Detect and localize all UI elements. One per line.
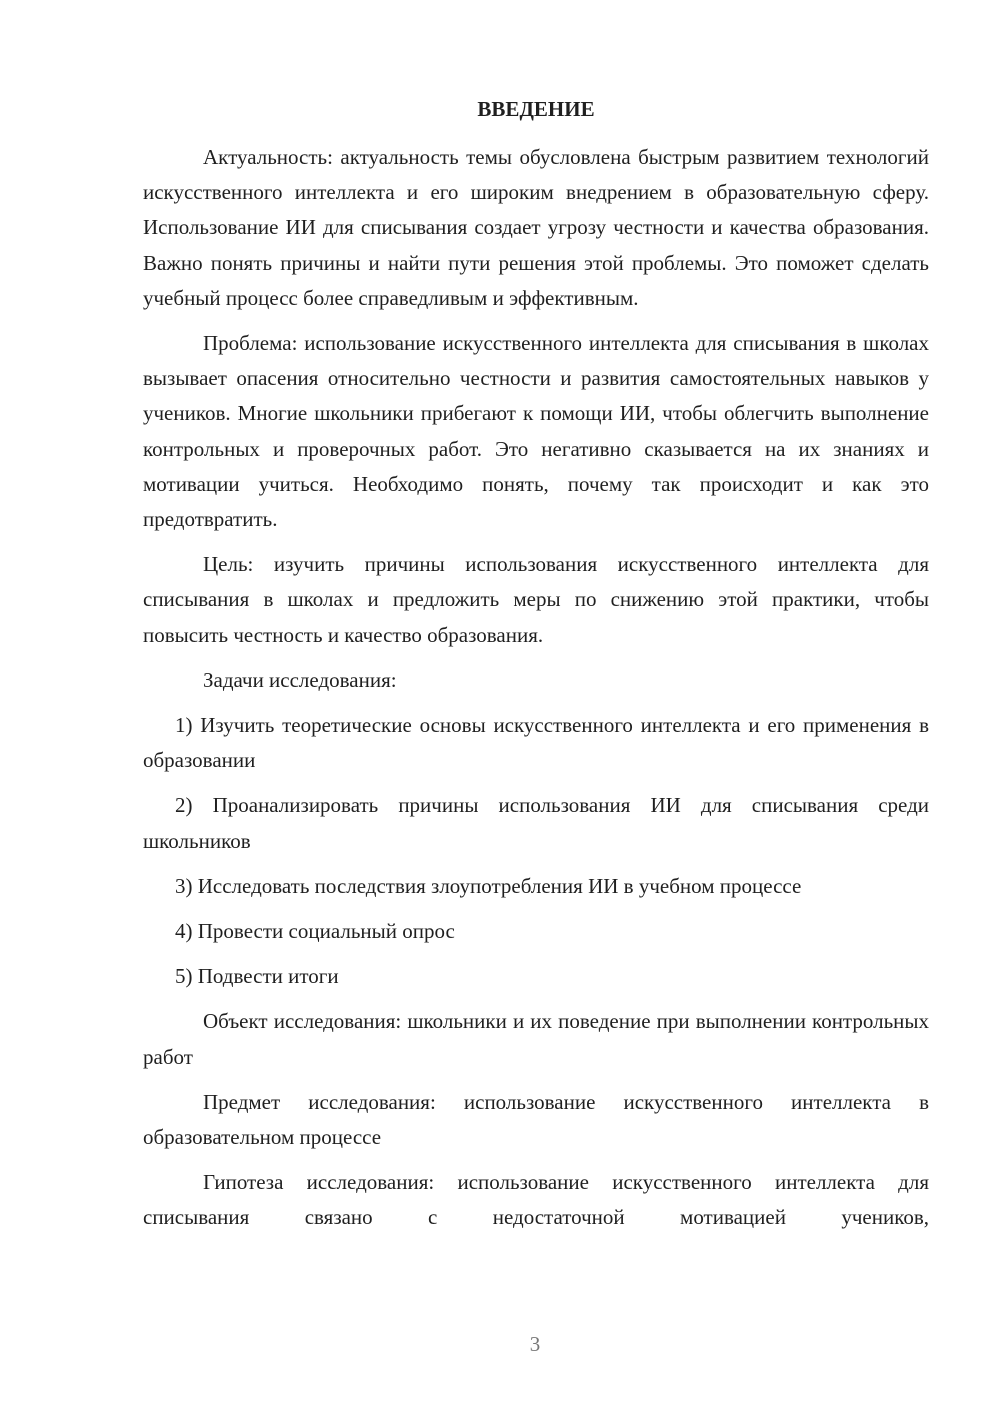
document-page xyxy=(143,92,929,1246)
tasks-heading: Задачи исследования: xyxy=(203,667,397,692)
task-item-3: 3) Исследовать последствия злоупотребления ИИ в учебном процессе xyxy=(175,873,802,898)
task-item-2: 2) Проанализировать причины использования ИИ для списывания среди школьников xyxy=(143,793,929,853)
task-item-1: 1) Изучить теоретические основы искусственного интеллекта и его применения в образовании xyxy=(143,713,929,773)
page-title: ВВЕДЕНИЕ xyxy=(477,97,595,121)
paragraph-object: Объект исследования: школьники и их поведение при выполнении контрольных работ xyxy=(143,1009,929,1069)
page-number: 3 xyxy=(529,1332,541,1356)
paragraph-problem: Проблема: использование искусственного интеллекта для списывания в школах вызывает опасения относительно честности и развития самостоятельных навыков у учеников. Многие школьники прибегают к помощи ИИ, чтобы облегчить выполнение контрольных и проверочных работ. Это негативно сказывается на их знаниях и мотивации учиться. Необходимо понять, почему так происходит и как это предотвратить. xyxy=(143,331,929,532)
paragraph-goal: Цель: изучить причины использования искусственного интеллекта для списывания в школах и предложить меры по снижению этой практики, чтобы повысить честность и качество образования. xyxy=(143,552,929,647)
paragraph-relevance: Актуальность: актуальность темы обусловлена быстрым развитием технологий искусственного интеллекта и его широким внедрением в образовательную сферу. Использование ИИ для списывания создает угрозу честности и качества образования. Важно понять причины и найти пути решения этой проблемы. Это поможет сделать учебный процесс более справедливым и эффективным. xyxy=(143,145,929,310)
paragraph-hypothesis: Гипотеза исследования: использование искусственного интеллекта для списывания связано с недостаточной мотивацией учеников, xyxy=(143,1170,929,1230)
task-item-4: 4) Провести социальный опрос xyxy=(175,919,455,944)
task-item-5: 5) Подвести итоги xyxy=(175,964,339,989)
paragraph-subject: Предмет исследования: использование искусственного интеллекта в образовательном процессе xyxy=(143,1089,929,1150)
